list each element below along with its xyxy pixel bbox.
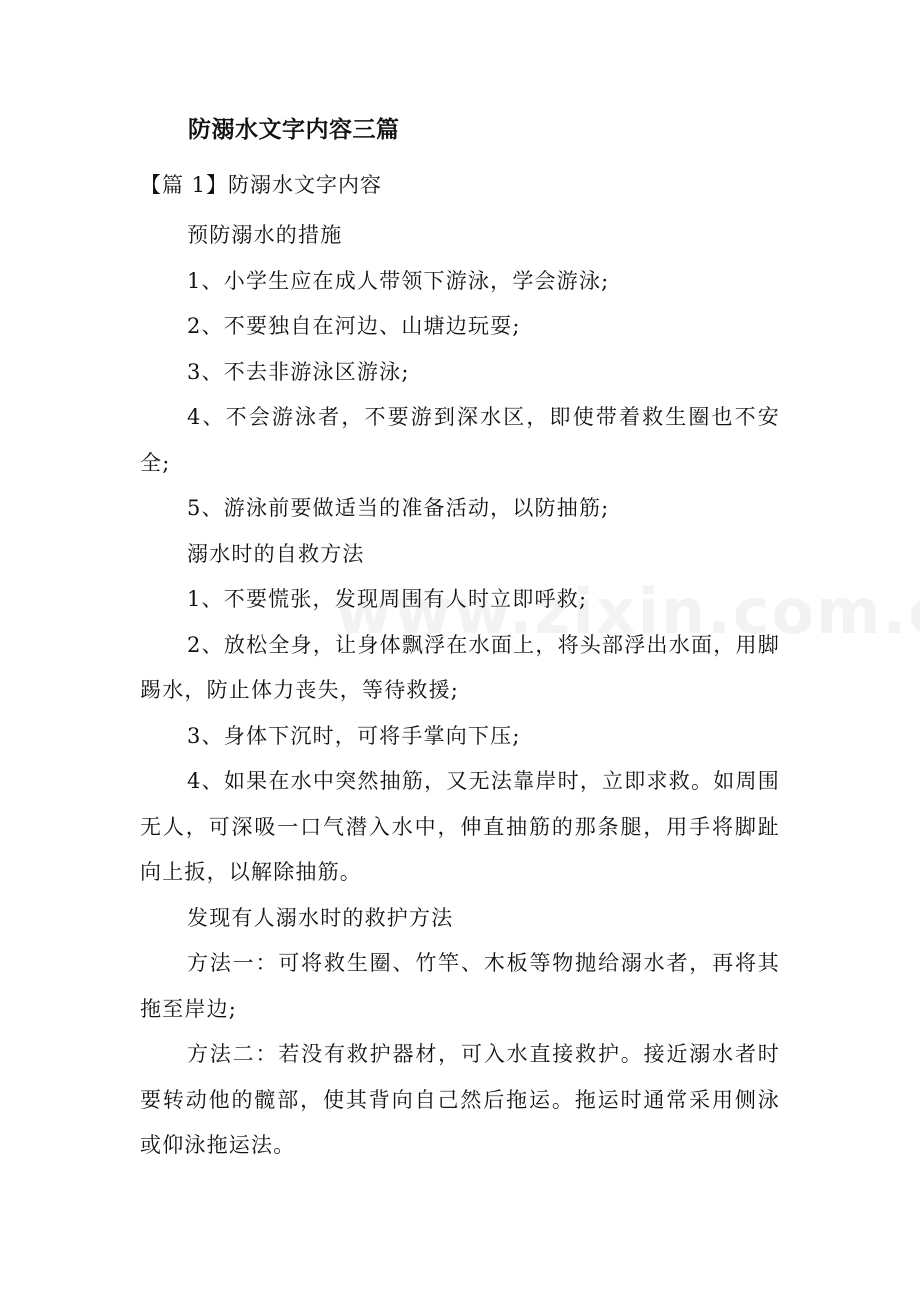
list-item: 1、小学生应在成人带领下游泳，学会游泳; [187,268,610,293]
list-item: 3、不去非游泳区游泳; [187,359,410,384]
list-item: 4、不会游泳者，不要游到深水区，即使带着救生圈也不安全; [140,405,780,475]
list-item: 3、身体下沉时，可将手掌向下压; [187,723,521,748]
list-item: 2、不要独自在河边、山塘边玩耍; [187,314,521,338]
list-item: 5、游泳前要做适当的准备活动，以防抽筋; [187,496,610,520]
document-title: 防溺水文字内容三篇 [188,116,400,143]
method-paragraph: 方法二：若没有救护器材，可入水直接救护。接近溺水者时要转动他的髋部，使其背向自己然后拖运。拖运时通常采用侧泳或仰泳拖运法。 [140,1042,780,1157]
subheading-rescue-others: 发现有人溺水时的救护方法 [187,905,454,930]
document-body [140,213,780,1169]
section-heading: 【篇 1】防溺水文字内容 [140,173,383,197]
method-paragraph: 方法一：可将救生圈、竹竿、木板等物抛给溺水者，再将其拖至岸边; [140,951,780,1021]
list-item: 1、不要慌张，发现周围有人时立即呼救; [187,587,588,611]
list-item: 2、放松全身，让身体飘浮在水面上，将头部浮出水面，用脚踢水，防止体力丧失，等待救援; [140,632,780,702]
subheading-prevention: 预防溺水的措施 [187,223,343,247]
list-item: 4、如果在水中突然抽筋，又无法靠岸时，立即求救。如周围无人，可深吸一口气潜入水中，伸直抽筋的那条腿，用手将脚趾向上扳，以解除抽筋。 [140,769,780,884]
subheading-self-rescue: 溺水时的自救方法 [187,541,365,566]
